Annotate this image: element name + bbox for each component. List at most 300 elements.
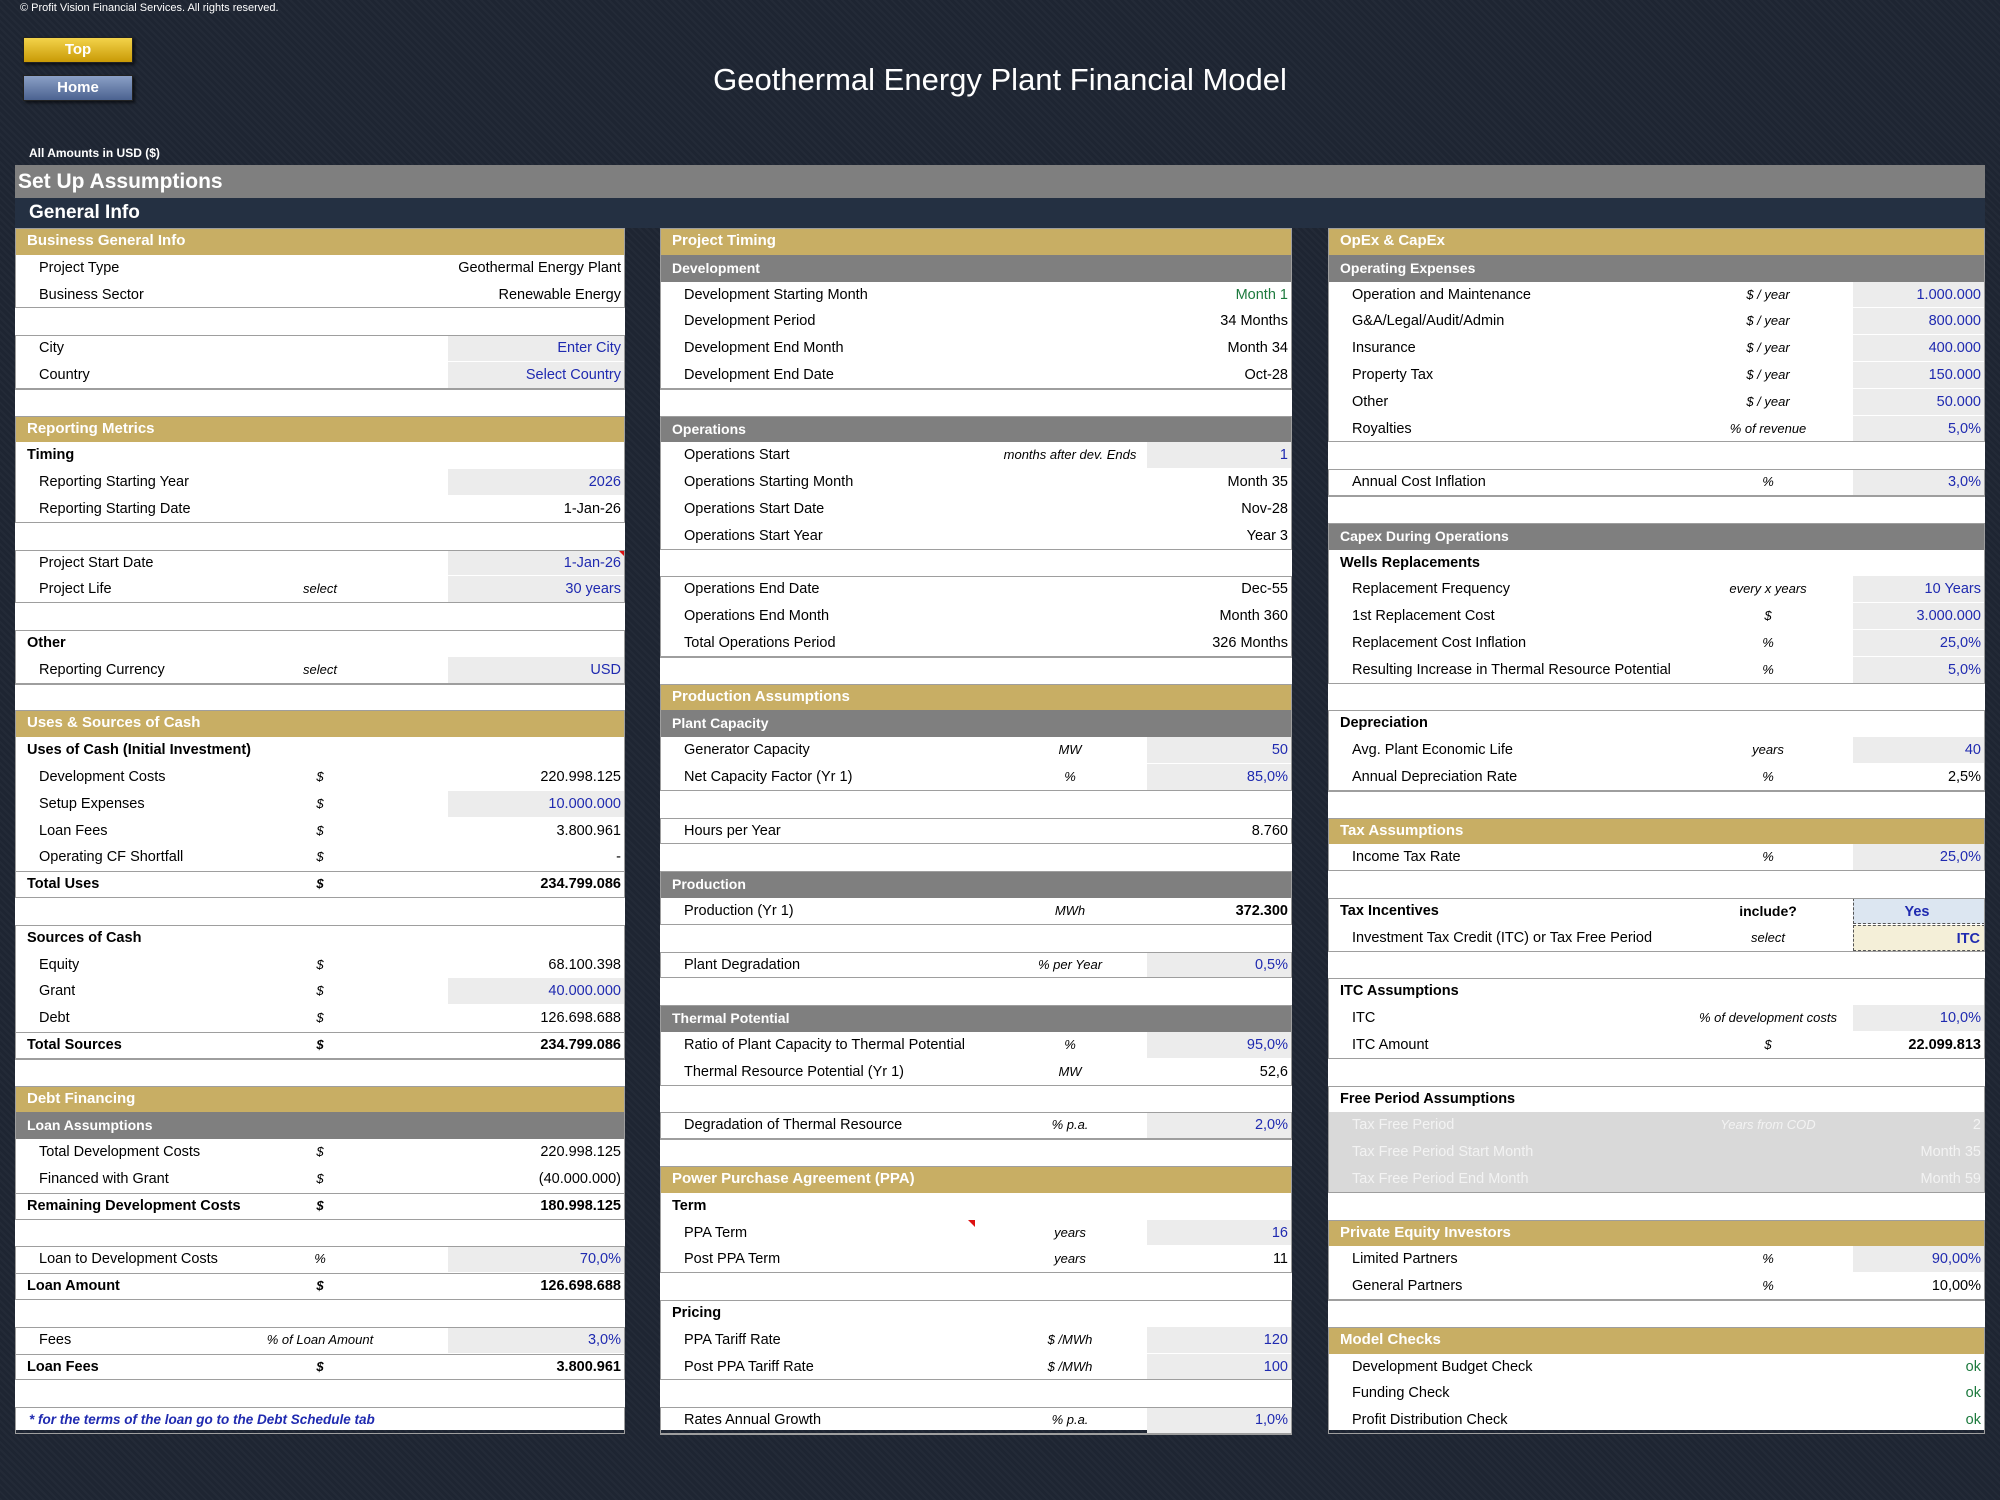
row-timing xyxy=(15,442,625,469)
value-post-ppa-term: 11 xyxy=(1272,1251,1288,1268)
unit-income-tax-rate: % xyxy=(1762,849,1774,865)
page-title: Geothermal Energy Plant Financial Model xyxy=(713,62,1287,97)
value-equity: 68.100.398 xyxy=(548,956,621,973)
row-tax-free-period-start-month xyxy=(1328,1139,1985,1166)
label-total-development-costs: Total Development Costs xyxy=(39,1144,201,1161)
row-operations-start-date xyxy=(660,496,1292,523)
value-income-tax-rate[interactable]: 25,0% xyxy=(1853,844,1985,870)
middle-panel xyxy=(660,228,1292,1430)
row-insurance xyxy=(1328,335,1985,362)
subsection-header-development: Development xyxy=(660,255,1292,282)
unit-limited-partners: % xyxy=(1762,1251,1774,1267)
value-net-capacity-factor-yr-1[interactable]: 85,0% xyxy=(1147,764,1292,790)
value-tax-free-period: 2 xyxy=(1972,1117,1981,1134)
section-header-model-checks: Model Checks xyxy=(1328,1327,1985,1354)
value-operations-starting-month: Month 35 xyxy=(1227,474,1288,491)
value-tax-free-period-start-month: Month 35 xyxy=(1920,1144,1981,1161)
row-itc-assumptions xyxy=(1328,978,1985,1005)
value-development-end-month: Month 34 xyxy=(1227,340,1288,357)
value-total-sources: 234.799.086 xyxy=(540,1037,621,1053)
value-remaining-development-costs: 180.998.125 xyxy=(540,1197,621,1214)
label-wells-replacements: Wells Replacements xyxy=(1340,554,1480,571)
value-operating-cf-shortfall: - xyxy=(616,849,621,866)
label-hours-per-year: Hours per Year xyxy=(684,822,781,839)
row-project-life xyxy=(15,576,625,603)
label-profit-distribution-check: Profit Distribution Check xyxy=(1352,1412,1508,1429)
row-wells-replacements xyxy=(1328,550,1985,577)
unit-royalties: % of revenue xyxy=(1729,420,1807,436)
label-total-sources: Total Sources xyxy=(27,1037,122,1053)
value-reporting-currency[interactable]: USD xyxy=(448,657,625,683)
label-development-end-month: Development End Month xyxy=(684,340,844,357)
row-operations-starting-month xyxy=(660,469,1292,496)
row-net-capacity-factor-yr-1 xyxy=(660,764,1292,791)
unit-generator-capacity: MW xyxy=(1058,742,1082,758)
value-country[interactable]: Select Country xyxy=(448,362,625,388)
value-development-budget-check: ok xyxy=(1965,1358,1981,1375)
right-panel xyxy=(1328,228,1985,1430)
section-header-production-assumptions: Production Assumptions xyxy=(660,684,1292,711)
label-operating-cf-shortfall: Operating CF Shortfall xyxy=(39,849,184,866)
value-rates-annual-growth[interactable]: 1,0% xyxy=(1147,1407,1292,1433)
unit-loan-fees: $ xyxy=(316,822,324,838)
value-funding-check: ok xyxy=(1965,1385,1981,1402)
label-insurance: Insurance xyxy=(1352,340,1416,357)
value-profit-distribution-check: ok xyxy=(1965,1412,1981,1429)
label-degradation-of-thermal-resource: Degradation of Thermal Resource xyxy=(684,1117,903,1134)
row-replacement-cost-inflation xyxy=(1328,630,1985,657)
row-avg-plant-economic-life xyxy=(1328,737,1985,764)
label-1st-replacement-cost: 1st Replacement Cost xyxy=(1352,608,1495,625)
label-plant-degradation: Plant Degradation xyxy=(684,956,801,973)
label-reporting-currency: Reporting Currency xyxy=(39,661,165,678)
row-sources-of-cash xyxy=(15,925,625,952)
row-royalties xyxy=(1328,416,1985,443)
value-annual-cost-inflation[interactable]: 3,0% xyxy=(1853,469,1985,495)
value-total-operations-period: 326 Months xyxy=(1212,635,1288,651)
value-operations-end-month: Month 360 xyxy=(1219,608,1288,625)
unit-post-ppa-term: years xyxy=(1054,1251,1086,1267)
label-limited-partners: Limited Partners xyxy=(1352,1251,1458,1268)
label-post-ppa-term: Post PPA Term xyxy=(684,1251,781,1268)
unit-1st-replacement-cost: $ xyxy=(1764,608,1772,624)
unit-annual-depreciation-rate: % xyxy=(1762,769,1774,784)
label-total-operations-period: Total Operations Period xyxy=(684,635,836,651)
row-post-ppa-term xyxy=(660,1246,1292,1273)
section-header-power-purchase-agreement-ppa: Power Purchase Agreement (PPA) xyxy=(660,1166,1292,1193)
value-financed-with-grant: (40.000.000) xyxy=(538,1171,621,1187)
row-thermal-resource-potential-yr-1 xyxy=(660,1059,1292,1086)
row-tax-free-period-end-month xyxy=(1328,1166,1985,1193)
row-operations-end-month xyxy=(660,603,1292,630)
label-generator-capacity: Generator Capacity xyxy=(684,742,810,759)
label-tax-incentives: Tax Incentives xyxy=(1340,903,1439,919)
value-ppa-term[interactable]: 16 xyxy=(1147,1220,1292,1246)
value-ratio-of-plant-capacity-to-thermal-potential[interactable]: 95,0% xyxy=(1147,1032,1292,1058)
label-ppa-tariff-rate: PPA Tariff Rate xyxy=(684,1331,781,1348)
value-project-life[interactable]: 30 years xyxy=(448,576,625,602)
unit-investment-tax-credit-itc-or-tax-free-period: select xyxy=(1751,929,1785,945)
value-limited-partners[interactable]: 90,00% xyxy=(1853,1246,1985,1272)
label-development-costs: Development Costs xyxy=(39,769,166,785)
unit-total-uses: $ xyxy=(316,876,324,892)
row-depreciation xyxy=(1328,710,1985,737)
label-replacement-cost-inflation: Replacement Cost Inflation xyxy=(1352,635,1527,651)
value-development-starting-month: Month 1 xyxy=(1235,286,1288,303)
unit-operations-start: months after dev. Ends xyxy=(1003,447,1137,463)
value-development-costs: 220.998.125 xyxy=(540,769,621,785)
value-plant-degradation[interactable]: 0,5% xyxy=(1147,952,1292,978)
label-tax-free-period-end-month: Tax Free Period End Month xyxy=(1352,1171,1529,1187)
row-operations-start xyxy=(660,442,1292,469)
value-generator-capacity[interactable]: 50 xyxy=(1147,737,1292,763)
unit-post-ppa-tariff-rate: $ /MWh xyxy=(1047,1358,1093,1374)
row-loan-fees xyxy=(15,818,625,845)
label-city: City xyxy=(39,340,64,357)
unit-g-a-legal-audit-admin: $ / year xyxy=(1746,313,1790,329)
value-degradation-of-thermal-resource[interactable]: 2,0% xyxy=(1147,1112,1292,1138)
row-generator-capacity xyxy=(660,737,1292,764)
row-financed-with-grant xyxy=(15,1166,625,1194)
home-button[interactable]: Home xyxy=(23,75,133,101)
row-plant-degradation xyxy=(660,952,1292,979)
row-setup-expenses xyxy=(15,791,625,818)
value-reporting-starting-date: 1-Jan-26 xyxy=(563,501,621,517)
label-net-capacity-factor-yr-1: Net Capacity Factor (Yr 1) xyxy=(684,769,853,785)
row-equity xyxy=(15,952,625,979)
label-timing: Timing xyxy=(27,447,75,464)
subsection-header-capex-during-operations: Capex During Operations xyxy=(1328,523,1985,550)
unit-total-development-costs: $ xyxy=(316,1144,324,1160)
label-pricing: Pricing xyxy=(672,1305,722,1321)
label-project-life: Project Life xyxy=(39,581,112,598)
label-operations-starting-month: Operations Starting Month xyxy=(684,474,854,491)
row-ppa-term xyxy=(660,1220,1292,1247)
section-header-reporting-metrics: Reporting Metrics xyxy=(15,416,625,443)
label-investment-tax-credit-itc-or-tax-free-period: Investment Tax Credit (ITC) or Tax Free Period xyxy=(1352,929,1653,946)
section-header-tax-assumptions: Tax Assumptions xyxy=(1328,818,1985,845)
row-ppa-tariff-rate xyxy=(660,1327,1292,1354)
unit-net-capacity-factor-yr-1: % xyxy=(1064,769,1076,784)
section-header-uses-sources-of-cash: Uses & Sources of Cash xyxy=(15,710,625,737)
label-uses-of-cash-initial-investment: Uses of Cash (Initial Investment) xyxy=(27,742,251,759)
value-operation-and-maintenance[interactable]: 1.000.000 xyxy=(1853,282,1985,308)
row-degradation-of-thermal-resource xyxy=(660,1112,1292,1140)
label-ppa-term: PPA Term xyxy=(684,1224,748,1241)
unit-rates-annual-growth: % p.a. xyxy=(1051,1412,1089,1428)
label-loan-amount: Loan Amount xyxy=(27,1278,120,1295)
unit-resulting-increase-in-thermal-resource-potential: % xyxy=(1762,661,1774,677)
unit-financed-with-grant: $ xyxy=(316,1171,324,1186)
section-header-private-equity-investors: Private Equity Investors xyxy=(1328,1220,1985,1247)
section-header-project-timing: Project Timing xyxy=(660,228,1292,255)
unit-loan-to-development-costs: % xyxy=(314,1251,326,1267)
value-avg-plant-economic-life[interactable]: 40 xyxy=(1853,737,1985,763)
label-development-end-date: Development End Date xyxy=(684,367,834,383)
value-debt: 126.698.688 xyxy=(540,1010,621,1027)
value-loan-to-development-costs[interactable]: 70,0% xyxy=(448,1246,625,1272)
row-resulting-increase-in-thermal-resource-potential xyxy=(1328,657,1985,684)
row-development-costs xyxy=(15,764,625,791)
label-income-tax-rate: Income Tax Rate xyxy=(1352,849,1461,866)
label-property-tax: Property Tax xyxy=(1352,367,1434,383)
row-income-tax-rate xyxy=(1328,844,1985,871)
label-avg-plant-economic-life: Avg. Plant Economic Life xyxy=(1352,742,1513,759)
row-property-tax xyxy=(1328,362,1985,389)
label-depreciation: Depreciation xyxy=(1340,715,1428,732)
copyright-notice: © Profit Vision Financial Services. All rights reserved. xyxy=(20,2,279,14)
value-setup-expenses[interactable]: 10.000.000 xyxy=(448,791,625,817)
unit-development-costs: $ xyxy=(316,769,324,784)
value-itc[interactable]: 10,0% xyxy=(1853,1005,1985,1031)
label-itc-assumptions: ITC Assumptions xyxy=(1340,983,1459,1000)
value-investment-tax-credit-itc-or-tax-free-period[interactable]: ITC xyxy=(1853,925,1985,951)
row-pricing xyxy=(660,1300,1292,1327)
row-replacement-frequency xyxy=(1328,576,1985,603)
row-operating-cf-shortfall xyxy=(15,844,625,872)
row-loan-fees xyxy=(15,1354,625,1381)
value-itc-amount: 22.099.813 xyxy=(1908,1037,1981,1053)
comment-flag xyxy=(968,1220,975,1227)
label-term: Term xyxy=(672,1197,707,1214)
row-development-budget-check xyxy=(1328,1354,1985,1381)
value-replacement-frequency[interactable]: 10 Years xyxy=(1853,576,1985,602)
label-funding-check: Funding Check xyxy=(1352,1385,1450,1402)
label-development-budget-check: Development Budget Check xyxy=(1352,1358,1533,1375)
unit-tax-free-period: Years from COD xyxy=(1720,1117,1816,1133)
subsection-header-operations: Operations xyxy=(660,416,1292,443)
row-free-period-assumptions xyxy=(1328,1086,1985,1113)
unit-annual-cost-inflation: % xyxy=(1762,474,1774,490)
setup-assumptions-band: Set Up Assumptions xyxy=(15,165,1985,198)
label-operation-and-maintenance: Operation and Maintenance xyxy=(1352,286,1531,303)
label-development-period: Development Period xyxy=(684,313,816,330)
label-annual-depreciation-rate: Annual Depreciation Rate xyxy=(1352,769,1518,785)
row-operations-end-date xyxy=(660,576,1292,603)
unit-debt: $ xyxy=(316,1010,324,1026)
unit-property-tax: $ / year xyxy=(1746,367,1790,382)
label-operations-start: Operations Start xyxy=(684,447,790,464)
subsection-header-operating-expenses: Operating Expenses xyxy=(1328,255,1985,282)
row-1st-replacement-cost xyxy=(1328,603,1985,630)
row-production-yr-1 xyxy=(660,898,1292,925)
unit-operating-cf-shortfall: $ xyxy=(316,849,324,865)
value-annual-depreciation-rate: 2,5% xyxy=(1947,769,1981,785)
value-other[interactable]: 50.000 xyxy=(1853,389,1985,415)
top-button[interactable]: Top xyxy=(23,37,133,63)
value-insurance[interactable]: 400.000 xyxy=(1853,335,1985,361)
unit-total-sources: $ xyxy=(316,1037,324,1052)
label-reporting-starting-year: Reporting Starting Year xyxy=(39,474,189,491)
row-fees xyxy=(15,1327,625,1355)
value-post-ppa-tariff-rate[interactable]: 100 xyxy=(1147,1354,1292,1380)
subsection-header-loan-assumptions: Loan Assumptions xyxy=(15,1112,625,1139)
label-other: Other xyxy=(1352,393,1389,410)
value-resulting-increase-in-thermal-resource-potential[interactable]: 5,0% xyxy=(1853,657,1985,683)
value-grant[interactable]: 40.000.000 xyxy=(448,978,625,1004)
row-country xyxy=(15,362,625,390)
unit-production-yr-1: MWh xyxy=(1054,903,1086,918)
row-debt xyxy=(15,1005,625,1033)
unit-other: $ / year xyxy=(1746,393,1790,409)
unit-plant-degradation: % per Year xyxy=(1037,956,1103,972)
section-header-business-general-info: Business General Info xyxy=(15,228,625,255)
unit-grant: $ xyxy=(316,983,324,999)
label-g-a-legal-audit-admin: G&A/Legal/Audit/Admin xyxy=(1352,313,1505,330)
value-operations-start[interactable]: 1 xyxy=(1147,442,1292,468)
row-term xyxy=(660,1193,1292,1220)
unit-itc: % of development costs xyxy=(1698,1010,1838,1026)
unit-reporting-currency: select xyxy=(303,661,337,677)
section-header-debt-financing: Debt Financing xyxy=(15,1086,625,1113)
value-loan-amount: 126.698.688 xyxy=(540,1278,621,1295)
label-business-sector: Business Sector xyxy=(39,286,144,303)
value-city[interactable]: Enter City xyxy=(448,335,625,361)
unit-degradation-of-thermal-resource: % p.a. xyxy=(1051,1117,1089,1133)
row-annual-cost-inflation xyxy=(1328,469,1985,497)
label-resulting-increase-in-thermal-resource-potential: Resulting Increase in Thermal Resource Potential xyxy=(1352,661,1671,678)
row-general-partners xyxy=(1328,1273,1985,1301)
label-loan-fees: Loan Fees xyxy=(27,1358,99,1375)
comment-flag xyxy=(618,550,625,557)
row-post-ppa-tariff-rate xyxy=(660,1354,1292,1381)
label-royalties: Royalties xyxy=(1352,420,1412,437)
label-operations-end-month: Operations End Month xyxy=(684,608,830,625)
subsection-header-production: Production xyxy=(660,871,1292,898)
row-loan-amount xyxy=(15,1273,625,1300)
row-total-uses xyxy=(15,871,625,898)
row-for-the-terms-of-the-loan-go-to-the-debt-schedule-tab xyxy=(15,1407,625,1434)
value-1st-replacement-cost[interactable]: 3.000.000 xyxy=(1853,603,1985,629)
unit-loan-amount: $ xyxy=(316,1278,324,1294)
row-limited-partners xyxy=(1328,1246,1985,1273)
value-total-development-costs: 220.998.125 xyxy=(540,1144,621,1161)
row-other xyxy=(1328,389,1985,416)
label-financed-with-grant: Financed with Grant xyxy=(39,1171,169,1187)
value-operations-start-date: Nov-28 xyxy=(1241,501,1288,517)
row-funding-check xyxy=(1328,1380,1985,1407)
label-country: Country xyxy=(39,367,90,383)
value-loan-fees: 3.800.961 xyxy=(556,822,621,839)
unit-general-partners: % xyxy=(1762,1278,1774,1294)
label-project-start-date: Project Start Date xyxy=(39,554,154,571)
label-development-starting-month: Development Starting Month xyxy=(684,286,868,303)
label-itc-amount: ITC Amount xyxy=(1352,1037,1429,1053)
value-general-partners: 10,00% xyxy=(1931,1278,1981,1295)
left-panel xyxy=(15,228,625,1430)
row-itc-amount xyxy=(1328,1032,1985,1059)
row-loan-to-development-costs xyxy=(15,1246,625,1274)
unit-loan-fees: $ xyxy=(316,1358,324,1374)
label-annual-cost-inflation: Annual Cost Inflation xyxy=(1352,474,1486,491)
label-loan-fees: Loan Fees xyxy=(39,822,108,839)
unit-replacement-cost-inflation: % xyxy=(1762,635,1774,650)
label-project-type: Project Type xyxy=(39,259,120,276)
value-tax-free-period-end-month: Month 59 xyxy=(1920,1171,1981,1187)
subsection-header-plant-capacity: Plant Capacity xyxy=(660,710,1292,737)
row-annual-depreciation-rate xyxy=(1328,764,1985,792)
row-remaining-development-costs xyxy=(15,1193,625,1220)
label-production-yr-1: Production (Yr 1) xyxy=(684,903,794,919)
value-property-tax[interactable]: 150.000 xyxy=(1853,362,1985,388)
row-development-period xyxy=(660,308,1292,335)
value-development-end-date: Oct-28 xyxy=(1244,367,1288,383)
unit-replacement-frequency: every x years xyxy=(1729,581,1807,597)
label-thermal-resource-potential-yr-1: Thermal Resource Potential (Yr 1) xyxy=(684,1063,904,1080)
value-g-a-legal-audit-admin[interactable]: 800.000 xyxy=(1853,308,1985,334)
label-equity: Equity xyxy=(39,956,80,973)
unit-insurance: $ / year xyxy=(1746,340,1790,356)
value-reporting-starting-year[interactable]: 2026 xyxy=(448,469,625,495)
label-sources-of-cash: Sources of Cash xyxy=(27,929,142,946)
value-business-sector: Renewable Energy xyxy=(498,286,621,303)
row-total-operations-period xyxy=(660,630,1292,658)
row-tax-free-period xyxy=(1328,1112,1985,1139)
row-uses-of-cash-initial-investment xyxy=(15,737,625,764)
section-header-opex-capex: OpEx & CapEx xyxy=(1328,228,1985,255)
unit-fees: % of Loan Amount xyxy=(266,1331,374,1347)
value-thermal-resource-potential-yr-1: 52,6 xyxy=(1259,1063,1288,1080)
label-remaining-development-costs: Remaining Development Costs xyxy=(27,1197,241,1214)
label-tax-free-period: Tax Free Period xyxy=(1352,1117,1455,1134)
label-fees: Fees xyxy=(39,1331,72,1348)
unit-ratio-of-plant-capacity-to-thermal-potential: % xyxy=(1064,1037,1076,1052)
value-loan-fees: 3.800.961 xyxy=(556,1358,621,1375)
unit-avg-plant-economic-life: years xyxy=(1752,742,1784,758)
label-loan-to-development-costs: Loan to Development Costs xyxy=(39,1251,218,1268)
unit-ppa-tariff-rate: $ /MWh xyxy=(1047,1331,1093,1347)
value-operations-end-date: Dec-55 xyxy=(1241,581,1288,598)
label-ratio-of-plant-capacity-to-thermal-potential: Ratio of Plant Capacity to Thermal Potential xyxy=(684,1037,966,1053)
row-reporting-starting-date xyxy=(15,496,625,523)
label-debt: Debt xyxy=(39,1010,70,1027)
row-development-end-month xyxy=(660,335,1292,362)
unit-thermal-resource-potential-yr-1: MW xyxy=(1058,1063,1082,1079)
subsection-header-thermal-potential: Thermal Potential xyxy=(660,1005,1292,1032)
value-production-yr-1: 372.300 xyxy=(1235,903,1288,919)
row-grant xyxy=(15,978,625,1005)
unit-equity: $ xyxy=(316,956,324,972)
unit-operation-and-maintenance: $ / year xyxy=(1746,286,1790,302)
row-investment-tax-credit-itc-or-tax-free-period xyxy=(1328,925,1985,952)
row-ratio-of-plant-capacity-to-thermal-potential xyxy=(660,1032,1292,1059)
row-project-type xyxy=(15,255,625,282)
label-grant: Grant xyxy=(39,983,76,1000)
row-business-sector xyxy=(15,282,625,309)
value-ppa-tariff-rate[interactable]: 120 xyxy=(1147,1327,1292,1353)
value-tax-incentives[interactable]: Yes xyxy=(1853,898,1985,924)
footnote: * for the terms of the loan go to the Debt Schedule tab xyxy=(29,1412,375,1428)
value-royalties[interactable]: 5,0% xyxy=(1853,416,1985,442)
general-info-band: General Info xyxy=(15,198,1985,228)
label-rates-annual-growth: Rates Annual Growth xyxy=(684,1412,822,1429)
row-g-a-legal-audit-admin xyxy=(1328,308,1985,335)
row-project-start-date xyxy=(15,550,625,577)
value-replacement-cost-inflation[interactable]: 25,0% xyxy=(1853,630,1985,656)
unit-itc-amount: $ xyxy=(1764,1037,1772,1052)
value-project-type: Geothermal Energy Plant xyxy=(458,259,621,276)
label-tax-free-period-start-month: Tax Free Period Start Month xyxy=(1352,1144,1534,1161)
unit-ppa-term: years xyxy=(1054,1224,1086,1240)
row-city xyxy=(15,335,625,362)
unit-tax-incentives: include? xyxy=(1739,903,1797,919)
unit-project-life: select xyxy=(303,581,337,597)
row-development-starting-month xyxy=(660,282,1292,309)
label-itc: ITC xyxy=(1352,1010,1376,1027)
value-fees[interactable]: 3,0% xyxy=(448,1327,625,1353)
row-other xyxy=(15,630,625,657)
value-project-start-date[interactable]: 1-Jan-26 xyxy=(448,550,625,576)
